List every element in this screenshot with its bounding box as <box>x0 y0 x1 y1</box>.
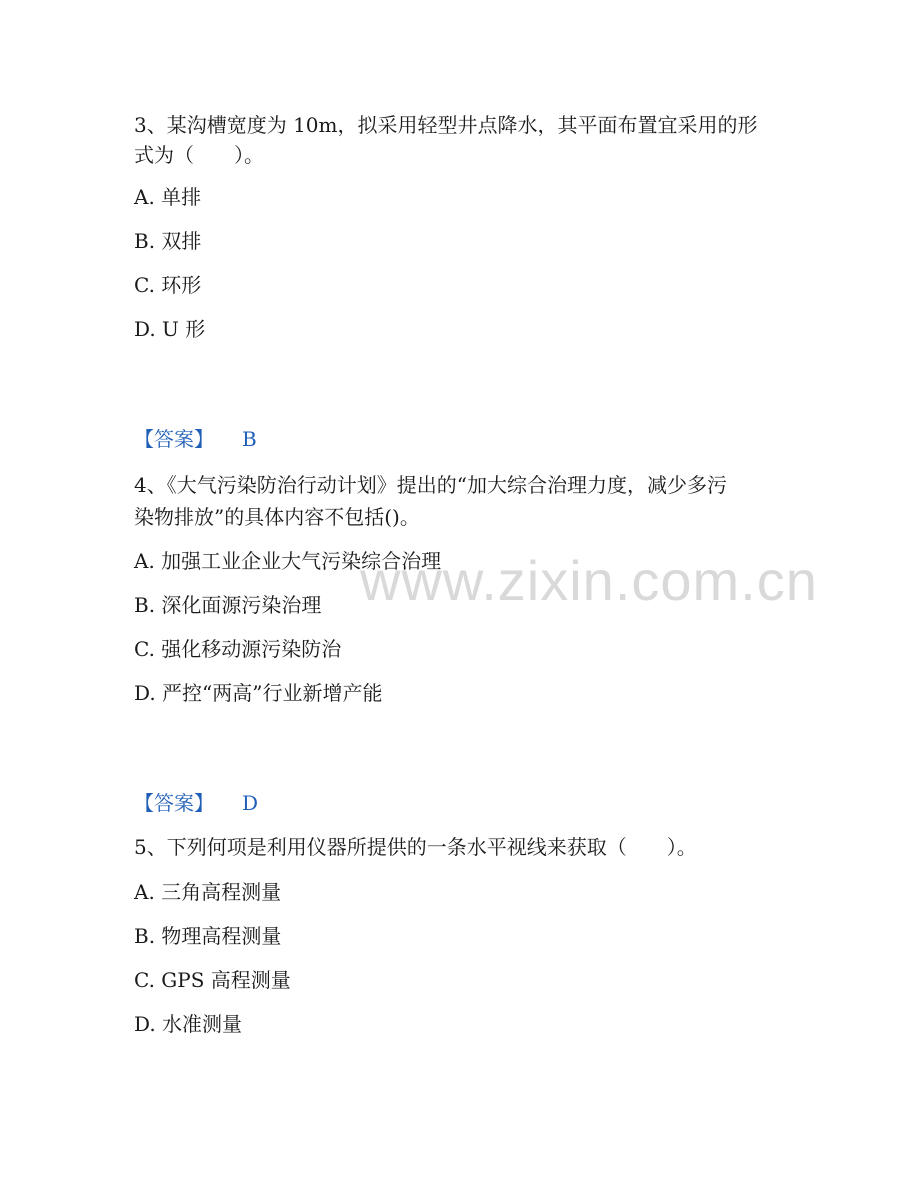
q5-option-c: C. GPS 高程测量 <box>134 968 291 992</box>
q5-option-a: A. 三角高程测量 <box>134 880 282 904</box>
q3-answer-value: B <box>242 427 257 451</box>
q4-stem-line2: 染物排放”的具体内容不包括()。 <box>134 505 420 529</box>
q3-option-d: D. U 形 <box>134 317 206 341</box>
q5-stem-line1: 5、下列何项是利用仪器所提供的一条水平视线来获取（ ）。 <box>134 835 697 859</box>
q5-option-b: B. 物理高程测量 <box>134 924 282 948</box>
q3-option-a: A. 单排 <box>134 185 202 209</box>
q4-answer-value: D <box>242 791 259 815</box>
q3-option-c: C. 环形 <box>134 273 202 297</box>
q5-option-d: D. 水准测量 <box>134 1012 243 1036</box>
q3-option-b: B. 双排 <box>134 229 202 253</box>
watermark: www.zixin.com.cn <box>360 549 818 612</box>
q4-option-c: C. 强化移动源污染防治 <box>134 637 342 661</box>
q4-option-b: B. 深化面源污染治理 <box>134 593 322 617</box>
q3-answer-label: 【答案】 <box>134 427 214 451</box>
q3-stem-line1: 3、某沟槽宽度为 10m，拟采用轻型井点降水，其平面布置宜采用的形 <box>134 113 758 137</box>
q3-answer <box>134 424 257 454</box>
q4-option-a: A. 加强工业企业大气污染综合治理 <box>134 549 442 573</box>
q4-answer-label: 【答案】 <box>134 791 214 815</box>
q4-option-d: D. 严控“两高”行业新增产能 <box>134 681 383 705</box>
q3-stem-line2: 式为（ ）。 <box>134 143 264 167</box>
q4-stem-line1: 4、《大气污染防治行动计划》提出的“加大综合治理力度，减少多污 <box>134 473 727 497</box>
q4-answer <box>134 788 258 818</box>
